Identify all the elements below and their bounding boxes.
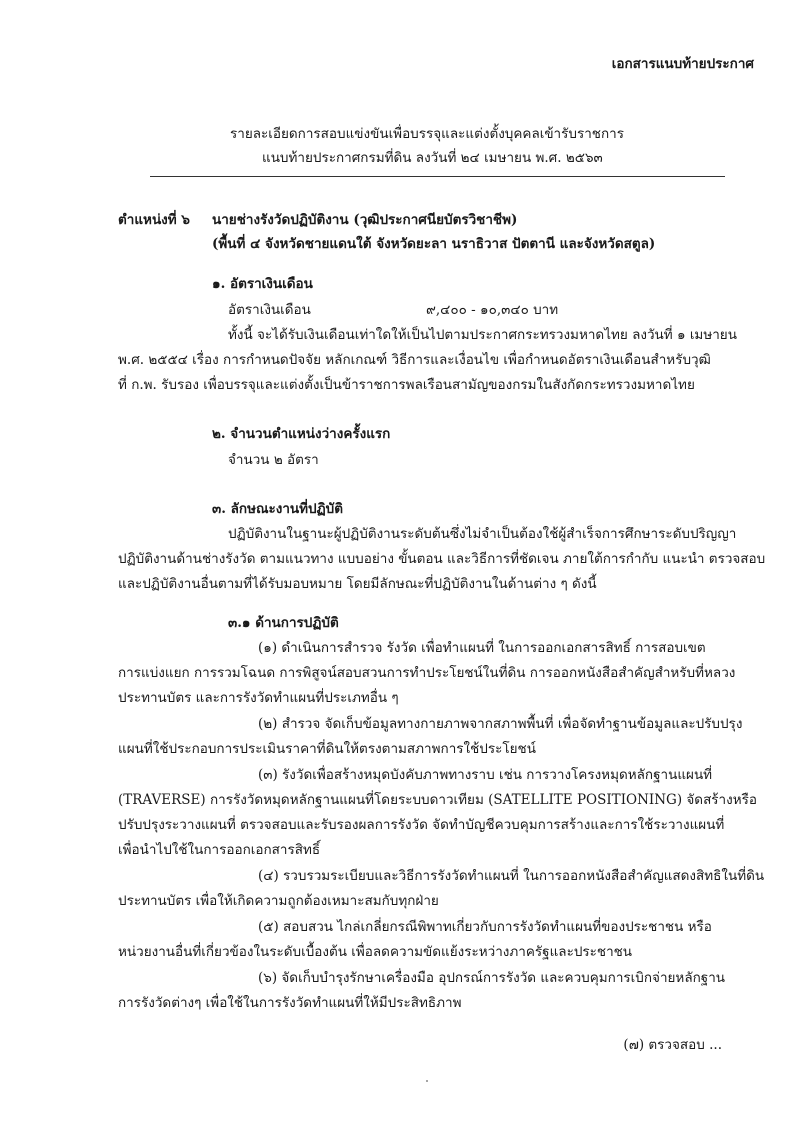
duty-item-1-line2: การแบ่งแยก การรวมโฉนด การพิสูจน์สอบสวนการทำประโยชน์ในที่ดิน การออกหนังสือสำคัญสำหรับที่หลวง [118, 665, 736, 681]
section3-paragraph-line3: และปฏิบัติงานอื่นตามที่ได้รับมอบหมาย โดยมีลักษณะที่ปฏิบัติงานในด้านต่าง ๆ ดังนี้ [118, 576, 597, 592]
scan-speck [426, 1080, 428, 1082]
section3-heading: ๓. ลักษณะงานที่ปฏิบัติ [212, 501, 344, 517]
duty-item-4-line1: (๔) รวบรวมระเบียบและวิธีการรังวัดทำแผนที่ ในการออกหนังสือสำคัญแสดงสิทธิในที่ดิน [258, 868, 765, 884]
header-divider [150, 176, 725, 177]
duty-item-3-line3: ปรับปรุงระวางแผนที่ ตรวจสอบและรับรองผลการรังวัด จัดทำบัญชีควบคุมการสร้างและการใช้ระวางแผนที่ [118, 817, 725, 833]
document-title-line1: รายละเอียดการสอบแข่งขันเพื่อบรรจุและแต่งตั้งบุคคลเข้ารับราชการ [230, 126, 624, 142]
subsection-heading: ๓.๑ ด้านการปฏิบัติ [228, 615, 339, 631]
position-label: ตำแหน่งที่ ๖ [118, 212, 190, 228]
position-title: นายช่างรังวัดปฏิบัติงาน (วุฒิประกาศนียบัตรวิชาชีพ) [212, 212, 518, 228]
annex-label: เอกสารแนบท้ายประกาศ [611, 56, 754, 72]
duty-item-1-line1: (๑) ดำเนินการสำรวจ รังวัด เพื่อทำแผนที่ ในการออกเอกสารสิทธิ์ การสอบเขต [258, 640, 706, 656]
section1-heading: ๑. อัตราเงินเดือน [212, 276, 313, 292]
salary-label: อัตราเงินเดือน [228, 302, 311, 318]
section2-heading: ๒. จำนวนตำแหน่งว่างครั้งแรก [212, 426, 391, 442]
continuation-note: (๗) ตรวจสอบ ... [623, 1037, 722, 1053]
duty-item-6-line1: (๖) จัดเก็บบำรุงรักษาเครื่องมือ อุปกรณ์การรังวัด และควบคุมการเบิกจ่ายหลักฐาน [258, 970, 726, 986]
duty-item-6-line2: การรังวัดต่างๆ เพื่อใช้ในการรังวัดทำแผนที่ให้มีประสิทธิภาพ [118, 995, 462, 1011]
duty-item-3-line4: เพื่อนำไปใช้ในการออกเอกสารสิทธิ์ [118, 842, 321, 858]
duty-item-5-line2: หน่วยงานอื่นที่เกี่ยวข้องในระดับเบื้องต้น เพื่อลดความขัดแย้งระหว่างภาครัฐและประชาชน [118, 944, 633, 960]
section1-paragraph-line1: ทั้งนี้ จะได้รับเงินเดือนเท่าใดให้เป็นไปตามประกาศกระทรวงมหาดไทย ลงวันที่ ๑ เมษายน [228, 327, 737, 343]
duty-item-1-line3: ประทานบัตร และการรังวัดทำแผนที่ประเภทอื่น ๆ [118, 690, 399, 706]
duty-item-5-line1: (๕) สอบสวน ไกล่เกลี่ยกรณีพิพาทเกี่ยวกับการรังวัดทำแผนที่ของประชาชน หรือ [258, 919, 712, 935]
document-title-line2: แนบท้ายประกาศกรมที่ดิน ลงวันที่ ๒๔ เมษายน พ.ศ. ๒๕๖๓ [262, 150, 603, 166]
duty-item-2-line2: แผนที่ใช้ประกอบการประเมินราคาที่ดินให้ตรงตามสภาพการใช้ประโยชน์ [118, 741, 536, 757]
vacancy-count: จำนวน ๒ อัตรา [228, 452, 319, 468]
position-area: (พื้นที่ ๔ จังหวัดชายแดนใต้ จังหวัดยะลา นราธิวาส ปัตตานี และจังหวัดสตูล) [212, 236, 656, 252]
salary-range: ๙,๔๐๐ - ๑๐,๓๔๐ บาท [426, 302, 559, 318]
section3-paragraph-line2: ปฏิบัติงานด้านช่างรังวัด ตามแนวทาง แบบอย่าง ขั้นตอน และวิธีการที่ชัดเจน ภายใต้การกำกับ แนะนำ ตรวจสอบ [118, 551, 766, 567]
duty-item-4-line2: ประทานบัตร เพื่อให้เกิดความถูกต้องเหมาะสมกับทุกฝ่าย [118, 893, 439, 909]
duty-item-3-line1: (๓) รังวัดเพื่อสร้างหมุดบังคับภาพทางราบ เช่น การวางโครงหมุดหลักฐานแผนที่ [258, 767, 713, 783]
section1-paragraph-line3: ที่ ก.พ. รับรอง เพื่อบรรจุและแต่งตั้งเป็นข้าราชการพลเรือนสามัญของกรมในสังกัดกระทรวงมหาดไทย [118, 377, 695, 393]
duty-item-3-line2: (TRAVERSE) การรังวัดหมุดหลักฐานแผนที่โดยระบบดาวเทียม (SATELLITE POSITIONING) จัดสร้างหรือ [118, 792, 757, 808]
duty-item-2-line1: (๒) สำรวจ จัดเก็บข้อมูลทางกายภาพจากสภาพพื้นที่ เพื่อจัดทำฐานข้อมูลและปรับปรุง [258, 716, 743, 732]
section3-paragraph-line1: ปฏิบัติงานในฐานะผู้ปฏิบัติงานระดับต้นซึ่งไม่จำเป็นต้องใช้ผู้สำเร็จการศึกษาระดับปริญญา [228, 526, 737, 542]
section1-paragraph-line2: พ.ศ. ๒๕๕๔ เรื่อง การกำหนดปัจจัย หลักเกณฑ์ วิธีการและเงื่อนไข เพื่อกำหนดอัตราเงินเดือนสำหรับวุฒิ [118, 352, 711, 368]
